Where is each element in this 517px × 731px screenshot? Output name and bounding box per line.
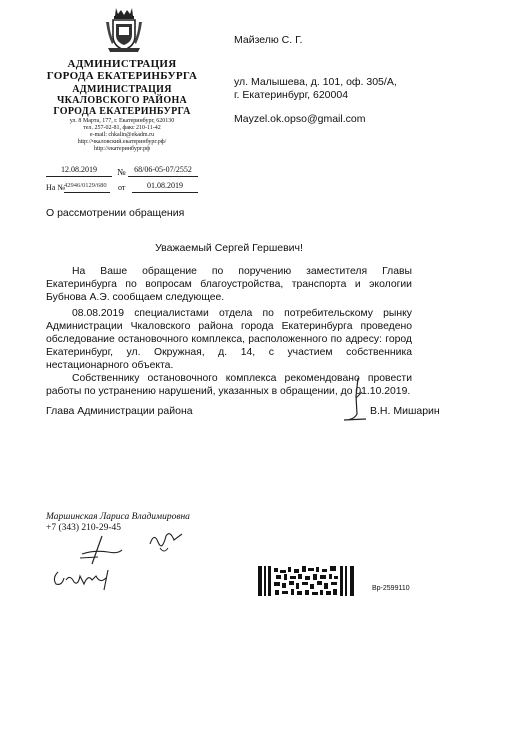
ref-from: от xyxy=(118,183,126,192)
signature-image xyxy=(336,376,376,426)
contact-site-district[interactable]: http://чкаловский.екатеринбург.рф/ xyxy=(77,139,167,145)
reg-date: 12.08.2019 xyxy=(46,164,112,177)
recipient-address-line2: г. Екатеринбург, 620004 xyxy=(234,89,349,101)
paragraph-2: 08.08.2019 специалистами отдела по потребительскому рынку Администрации Чкаловского района города Екатеринбурга проведено обследование остановочного комплекса, расположенного по адресу: город Екатеринбург, ул. Окружная, д. 14, с участием собственника нестационарного объекта. xyxy=(46,308,412,371)
executor-phone: +7 (343) 210-29-45 xyxy=(46,523,122,533)
ref-label: На № xyxy=(46,183,65,192)
executor-name: Маршинская Лариса Владимировна xyxy=(46,512,190,522)
paragraph-1: На Ваше обращение по поручению заместителя Главы Екатеринбурга по вопросам благоустройства, транспорта и экологии Бубнова А.Э. сообщаем следующее. xyxy=(46,266,412,303)
barcode-number: Вр-2599110 xyxy=(372,585,410,592)
org-name-line2: ГОРОДА ЕКАТЕРИНБУРГА xyxy=(46,70,198,82)
suborg-line3: ГОРОДА ЕКАТЕРИНБУРГА xyxy=(53,106,191,117)
contact-address: ул. 8 Марта, 177, г. Екатеринбург, 620130 xyxy=(69,118,175,124)
ref-date: 01.08.2019 xyxy=(132,180,198,193)
contact-email[interactable]: e-mail: chkalin@ekadm.ru xyxy=(89,132,155,138)
ref-number: 42946/0129/680 xyxy=(64,180,110,193)
paragraph-3: Собственнику остановочного комплекса рекомендовано провести работы по устранению нарушений, указанных в обращении, до 01.10.2019. xyxy=(46,373,412,397)
city-emblem-icon xyxy=(104,6,144,54)
recipient-address-line1: ул. Малышева, д. 101, оф. 305/А, xyxy=(234,76,397,88)
signatory-position: Глава Администрации района xyxy=(46,405,193,417)
handwritten-mark-2 xyxy=(146,526,186,556)
recipient-email[interactable]: Mayzel.ok.opso@gmail.com xyxy=(234,113,366,125)
contact-site-city[interactable]: http://екатеринбург.рф xyxy=(93,146,151,152)
greeting: Уважаемый Сергей Гершевич! xyxy=(155,242,303,254)
signatory-name: В.Н. Мишарин xyxy=(370,405,440,417)
recipient-name: Майзелю С. Г. xyxy=(234,34,303,46)
reg-number: 68/06-05-07/2552 xyxy=(128,164,198,177)
contact-phone: тел. 257-02-81, факс 210-11-42 xyxy=(83,125,161,131)
org-name-line1: АДМИНИСТРАЦИЯ xyxy=(67,58,177,70)
suborg-line1: АДМИНИСТРАЦИЯ xyxy=(72,84,172,95)
reg-number-sign: № xyxy=(117,167,126,177)
subject-line: О рассмотрении обращения xyxy=(46,207,185,219)
document-barcode xyxy=(258,566,354,596)
handwritten-mark-3 xyxy=(50,566,120,592)
suborg-line2: ЧКАЛОВСКОГО РАЙОНА xyxy=(56,95,188,106)
handwritten-mark-1 xyxy=(78,534,124,568)
